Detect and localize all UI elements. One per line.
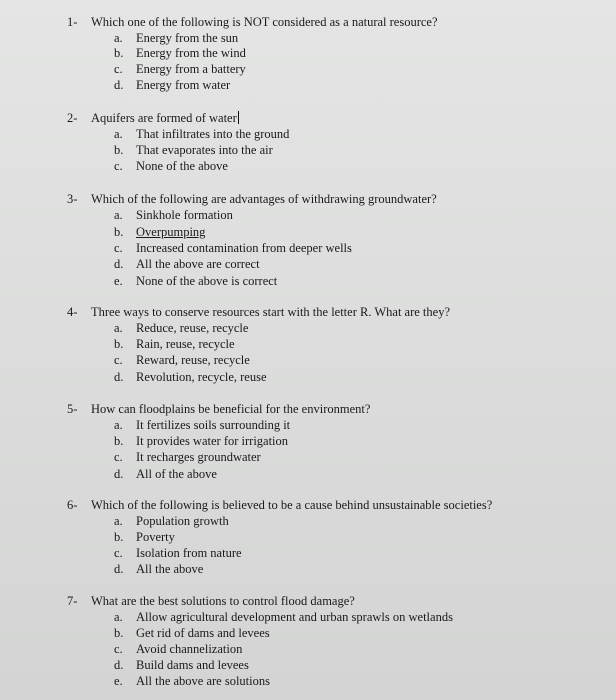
option-letter: d. xyxy=(114,78,124,92)
option-letter: a. xyxy=(114,418,123,432)
option-letter: b. xyxy=(114,46,124,60)
option-letter: d. xyxy=(114,467,124,481)
option-letter: a. xyxy=(114,610,123,624)
option-text: It provides water for irrigation xyxy=(136,434,289,448)
option-text: It recharges groundwater xyxy=(136,450,261,464)
option-letter: a. xyxy=(114,208,123,222)
question-text xyxy=(91,110,239,126)
option-letter: b. xyxy=(114,337,124,351)
question-number: 5- xyxy=(67,402,78,416)
question-text: Which of the following are advantages of withdrawing groundwater? xyxy=(91,192,437,206)
question-text: Which of the following is believed to be a cause behind unsustainable societies? xyxy=(91,498,493,512)
option-text: That evaporates into the air xyxy=(136,143,273,157)
option-text: It fertilizes soils surrounding it xyxy=(136,418,291,432)
option-text: Energy from the sun xyxy=(136,31,239,45)
question-number: 6- xyxy=(67,498,78,512)
option-text: That infiltrates into the ground xyxy=(136,127,290,141)
text-cursor xyxy=(238,111,239,124)
question-number: 1- xyxy=(67,15,78,29)
option-text: Revolution, recycle, reuse xyxy=(136,370,267,384)
question-number: 4- xyxy=(67,305,78,319)
option-text: All the above are correct xyxy=(136,257,260,271)
option-letter: b. xyxy=(114,143,124,157)
option-text: All of the above xyxy=(136,467,217,481)
question-text: What are the best solutions to control flood damage? xyxy=(91,594,355,608)
option-text: Sinkhole formation xyxy=(136,208,233,222)
option-letter: c. xyxy=(114,642,123,656)
option-text: Poverty xyxy=(136,530,175,544)
option-letter: c. xyxy=(114,353,123,367)
option-text: Overpumping xyxy=(136,225,206,239)
option-letter: e. xyxy=(114,674,123,688)
option-letter: a. xyxy=(114,321,123,335)
option-text: Increased contamination from deeper wells xyxy=(136,241,352,255)
option-text: Population growth xyxy=(136,514,229,528)
option-text: Energy from water xyxy=(136,78,231,92)
option-text: Energy from the wind xyxy=(136,46,246,60)
option-letter: b. xyxy=(114,626,124,640)
option-letter: d. xyxy=(114,562,124,576)
option-letter: a. xyxy=(114,127,123,141)
option-text: Rain, reuse, recycle xyxy=(136,337,235,351)
option-text: Allow agricultural development and urban sprawls on wetlands xyxy=(136,610,453,624)
option-text: Avoid channelization xyxy=(136,642,243,656)
option-letter: b. xyxy=(114,530,124,544)
option-text: Get rid of dams and levees xyxy=(136,626,270,640)
option-letter: a. xyxy=(114,31,123,45)
question-text: Three ways to conserve resources start with the letter R. What are they? xyxy=(91,305,451,319)
option-letter: d. xyxy=(114,257,124,271)
question-text: Which one of the following is NOT considered as a natural resource? xyxy=(91,15,438,29)
option-text: All the above are solutions xyxy=(136,674,270,688)
option-letter: c. xyxy=(114,241,123,255)
option-letter: e. xyxy=(114,274,123,288)
option-letter: c. xyxy=(114,450,123,464)
option-letter: c. xyxy=(114,62,123,76)
option-letter: d. xyxy=(114,658,124,672)
question-text: How can floodplains be beneficial for the environment? xyxy=(91,402,371,416)
option-letter: b. xyxy=(114,225,124,239)
option-letter: c. xyxy=(114,159,123,173)
option-letter: c. xyxy=(114,546,123,560)
option-text: Reward, reuse, recycle xyxy=(136,353,250,367)
question-number: 7- xyxy=(67,594,78,608)
option-letter: d. xyxy=(114,370,124,384)
question-text-content: Aquifers are formed of water xyxy=(91,111,237,125)
option-text: None of the above is correct xyxy=(136,274,278,288)
option-letter: a. xyxy=(114,514,123,528)
option-text: Isolation from nature xyxy=(136,546,242,560)
option-text: Build dams and levees xyxy=(136,658,249,672)
option-text: Reduce, reuse, recycle xyxy=(136,321,249,335)
option-letter: b. xyxy=(114,434,124,448)
option-text: All the above xyxy=(136,562,204,576)
question-number: 2- xyxy=(67,111,78,125)
option-text: Energy from a battery xyxy=(136,62,246,76)
question-number: 3- xyxy=(67,192,78,206)
option-text: None of the above xyxy=(136,159,228,173)
